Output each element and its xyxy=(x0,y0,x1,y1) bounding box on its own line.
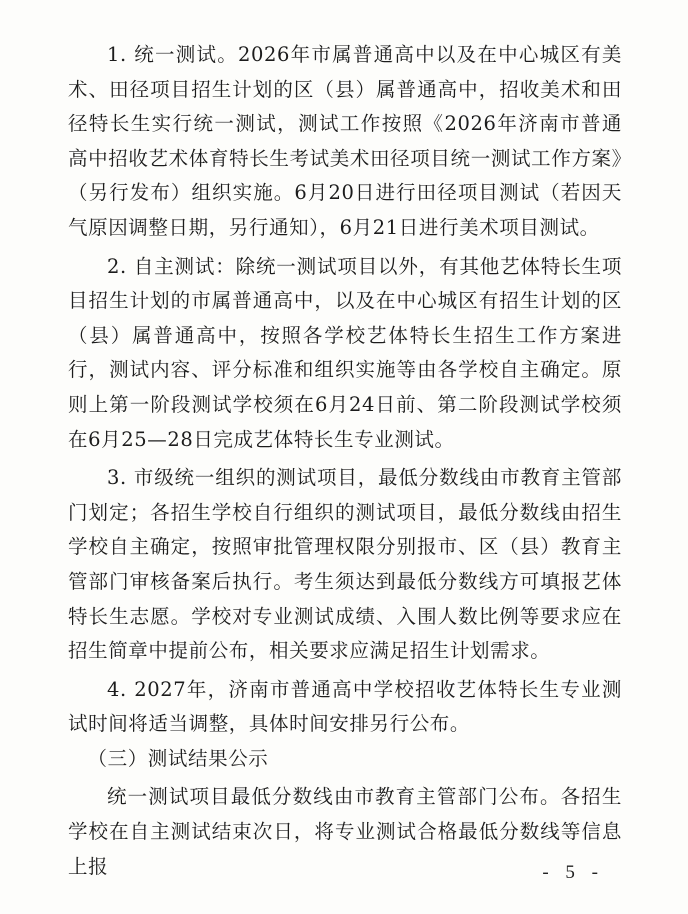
paragraph-minimum-score: 3. 市级统一组织的测试项目，最低分数线由市教育主管部门划定；各招生学校自行组织的测试项目，最低分数线由招生学校自主确定，按照审批管理权限分别报市、区（县）教育主管部门审核备案后执行。考生须达到最低分数线方可填报艺体特长生志愿。学校对专业测试成绩、入围人数比例等要求应在招生简章中提前公布，相关要求应满足招生计划需求。 xyxy=(68,466,622,663)
paragraph-2027-adjustment: 4. 2027年，济南市普通高中学校招收艺体特长生专业测试时间将适当调整，具体时间安排另行公布。 xyxy=(68,677,622,736)
page-number: - 5 - xyxy=(542,862,604,883)
document-body xyxy=(68,38,622,884)
section-heading: （三）测试结果公示 xyxy=(87,746,269,770)
paragraph-unified-test: 1. 统一测试。2026年市属普通高中以及在中心城区有美术、田径项目招生计划的区（县）属普通高中，招收美术和田径特长生实行统一测试，测试工作按照《2026年济南市普通高中招收艺术体育特长生考试美术田径项目统一测试工作方案》（另行发布）组织实施。6月20日进行田径项目测试（若因天气原因调整日期，另行通知），6月21日进行美术项目测试。 xyxy=(68,43,622,239)
paragraph-result-publication: 统一测试项目最低分数线由市教育主管部门公布。各招生学校在自主测试结束次日，将专业测试合格最低分数线等信息上报 xyxy=(68,785,622,878)
paragraph-independent-test: 2. 自主测试：除统一测试项目以外，有其他艺体特长生项目招生计划的市属普通高中，以及在中心城区有招生计划的区（县）属普通高中，按照各学校艺体特长生招生工作方案进行，测试内容、评分标准和组织实施等由各学校自主确定。原则上第一阶段测试学校须在6月24日前、第二阶段测试学校须在6月25—28日完成艺体特长生专业测试。 xyxy=(68,254,622,451)
